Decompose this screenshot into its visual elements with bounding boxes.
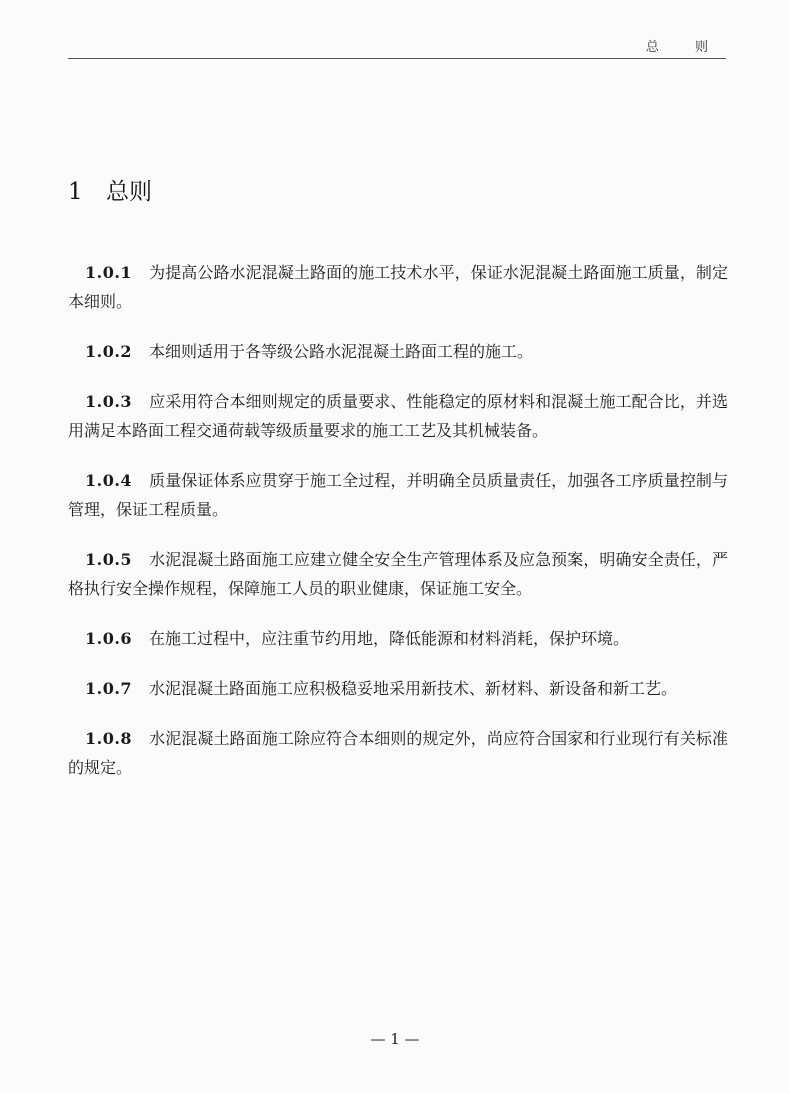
clause-1-0-4 (68, 466, 728, 524)
clause-1-0-3 (68, 387, 728, 445)
clause-number: 1.0.4 (85, 471, 133, 490)
running-header: 总 则 (645, 40, 724, 55)
header-rule (68, 58, 726, 59)
clause-number: 1.0.3 (85, 392, 133, 411)
clause-text: 水泥混凝土路面施工应建立健全安全生产管理体系及应急预案，明确安全责任，严格执行安全操作规程，保障施工人员的职业健康，保证施工安全。 (68, 550, 728, 598)
clause-text: 本细则适用于各等级公路水泥混凝土路面工程的施工。 (149, 342, 534, 361)
clause-number: 1.0.7 (85, 679, 133, 698)
page-number: — 1 — (370, 1030, 420, 1048)
clause-number: 1.0.1 (85, 263, 133, 282)
clause-text: 水泥混凝土路面施工除应符合本细则的规定外，尚应符合国家和行业现行有关标准的规定。 (68, 729, 728, 777)
clause-1-0-5 (68, 545, 728, 603)
clause-number: 1.0.6 (85, 629, 133, 648)
clause-text: 应采用符合本细则规定的质量要求、性能稳定的原材料和混凝土施工配合比，并选用满足本路面工程交通荷载等级质量要求的施工工艺及其机械装备。 (68, 392, 728, 440)
clause-text: 水泥混凝土路面施工应积极稳妥地采用新技术、新材料、新设备和新工艺。 (149, 679, 678, 698)
clause-number: 1.0.2 (85, 342, 133, 361)
clause-text: 在施工过程中，应注重节约用地，降低能源和材料消耗，保护环境。 (149, 629, 630, 648)
clause-1-0-8 (68, 724, 728, 782)
chapter-title (68, 173, 152, 206)
clause-1-0-7 (68, 674, 728, 703)
clause-list (68, 258, 728, 803)
clause-1-0-6 (68, 624, 728, 653)
clause-1-0-2 (68, 337, 728, 366)
clause-number: 1.0.8 (85, 729, 133, 748)
chapter-name: 总则 (106, 179, 152, 206)
clause-text: 为提高公路水泥混凝土路面的施工技术水平，保证水泥混凝土路面施工质量，制定本细则。 (68, 263, 728, 311)
clause-number: 1.0.5 (85, 550, 133, 569)
clause-text: 质量保证体系应贯穿于施工全过程，并明确全员质量责任，加强各工序质量控制与管理，保证工程质量。 (68, 471, 728, 519)
chapter-number: 1 (68, 179, 83, 206)
clause-1-0-1 (68, 258, 728, 316)
